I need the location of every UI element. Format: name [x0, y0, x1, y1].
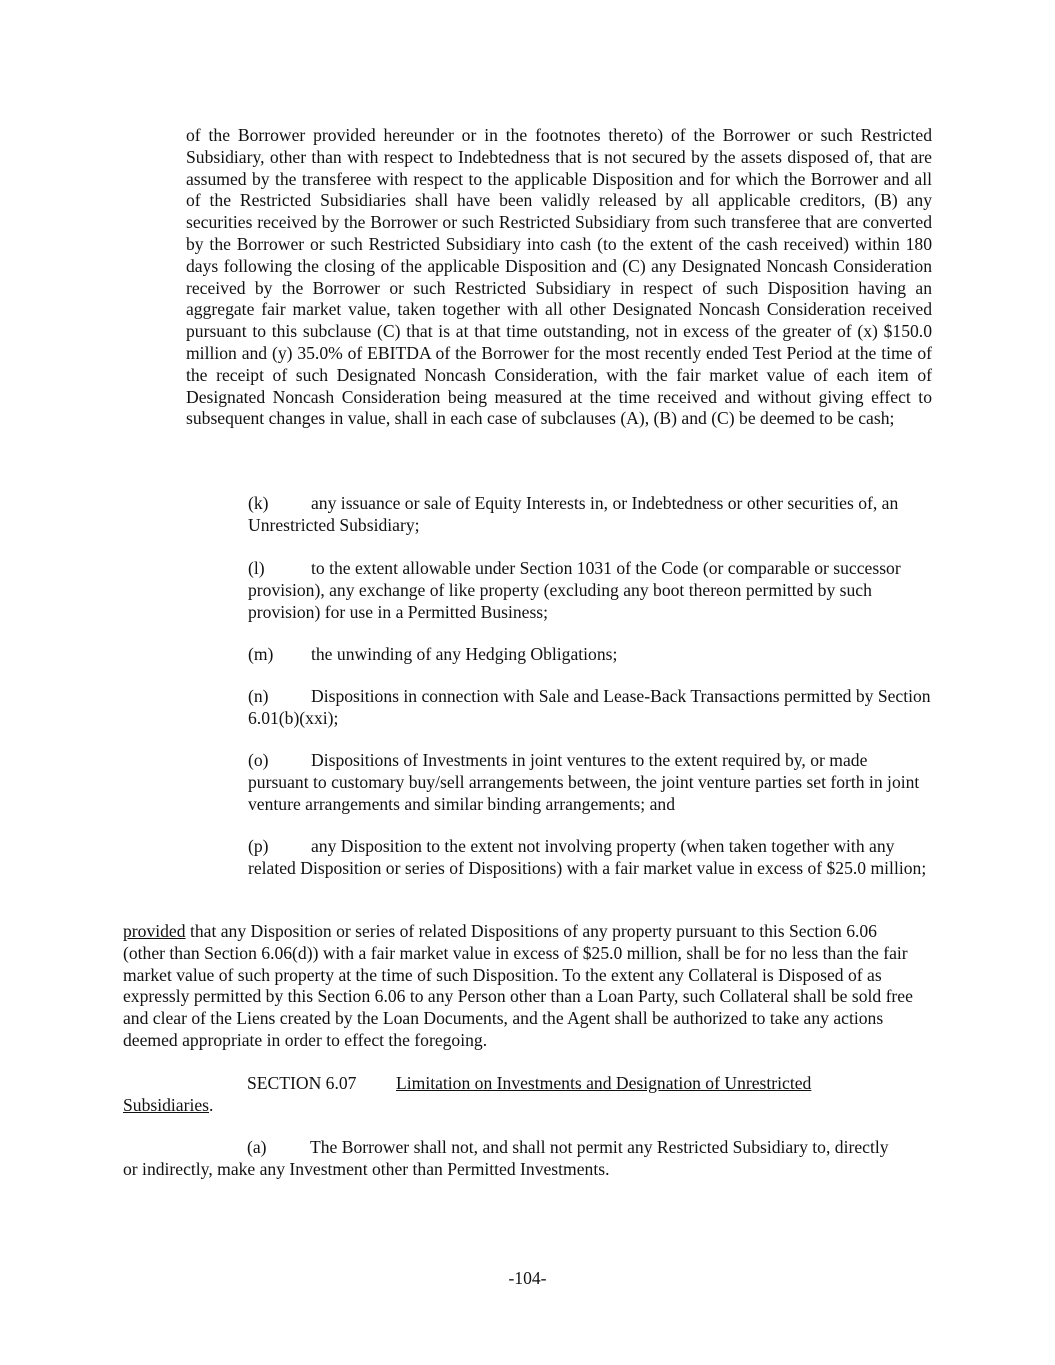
proviso-paragraph	[123, 921, 921, 1052]
section-heading	[123, 1073, 921, 1117]
continuation-paragraph	[186, 125, 932, 430]
continuation-text: of the Borrower provided hereunder or in the footnotes thereto) of the Borrower or such Restricted Subsidiary, other than with respect to Indebtedness that is not secured by the assets disposed of, that are assumed by the transferee with respect to the applicable Disposition and for which the Borrower and all of the Restricted Subsidiaries shall have been validly released by all applicable creditors, (B) any securities received by the Borrower or such Restricted Subsidiary from such transferee that are converted by the Borrower or such Restricted Subsidiary into cash (to the extent of the cash received) within 180 days following the closing of the applicable Disposition and (C) any Designated Noncash Consideration received by the Borrower or such Restricted Subsidiary in respect of such Disposition having an aggregate fair market value, taken together with all other Designated Noncash Consideration received pursuant to this subclause (C) that is at that time outstanding, not in excess of the greater of (x) $150.0 million and (y) 35.0% of EBITDA of the Borrower for the most recently ended Test Period at the time of the receipt of such Designated Noncash Consideration, with the fair market value of each item of Designated Noncash Consideration being measured at the time received and without giving effect to subsequent changes in value, shall in each case of subclauses (A), (B) and (C) be deemed to be cash;	[186, 125, 932, 429]
clause-o	[186, 750, 932, 815]
clause-m-label: (m)	[248, 644, 274, 664]
section-number: SECTION 6.07	[247, 1073, 357, 1093]
clause-p-label: (p)	[248, 836, 269, 856]
clause-l-text: to the extent allowable under Section 1031 of the Code (or comparable or successor provision), any exchange of like property (excluding any boot thereon permitted by such provision) for use in a Permitted Business;	[248, 558, 901, 622]
proviso-text: that any Disposition or series of related Dispositions of any property pursuant to this Section 6.06 (other than Section 6.06(d)) with a fair market value in excess of $25.0 million, shall be for no less than the fair market value of such property at the time of such Disposition. To the extent any Collateral is Disposed of as expressly permitted by this Section 6.06 to any Person other than a Loan Party, such Collateral shall be sold free and clear of the Liens created by the Loan Documents, and the Agent shall be authorized to take any actions deemed appropriate in order to effect the foregoing.	[123, 921, 913, 1050]
proviso-lead: provided	[123, 921, 186, 941]
clause-m-text: the unwinding of any Hedging Obligations;	[311, 644, 618, 664]
clause-p-text: any Disposition to the extent not involving property (when taken together with any related Disposition or series of Dispositions) with a fair market value in excess of $25.0 million;	[248, 836, 927, 878]
clause-k-text: any issuance or sale of Equity Interests in, or Indebtedness or other securities of, an Unrestricted Subsidiary;	[248, 493, 899, 535]
clause-o-text: Dispositions of Investments in joint ventures to the extent required by, or made pursuant to customary buy/sell arrangements between, the joint venture parties set forth in joint venture arrangements and similar binding arrangements; and	[248, 750, 920, 814]
clause-n	[186, 686, 932, 730]
clause-m	[186, 644, 932, 666]
clause-l-label: (l)	[248, 558, 265, 578]
clause-k-label: (k)	[248, 493, 269, 513]
clause-n-label: (n)	[248, 686, 269, 706]
clause-k	[186, 493, 932, 537]
clause-l	[186, 558, 932, 623]
clause-p	[186, 836, 932, 880]
section-title-end: .	[209, 1094, 214, 1115]
clause-a-label: (a)	[247, 1137, 267, 1157]
clause-a-text: The Borrower shall not, and shall not permit any Restricted Subsidiary to, directly or indirectly, make any Investment other than Permitted Investments.	[123, 1137, 889, 1179]
page-number: -104-	[508, 1268, 547, 1288]
clause-n-text: Dispositions in connection with Sale and Lease-Back Transactions permitted by Section 6.01(b)(xxi);	[248, 686, 931, 728]
clause-a	[123, 1137, 893, 1181]
clause-o-label: (o)	[248, 750, 269, 770]
section-title-line2: Subsidiaries	[123, 1094, 210, 1115]
section-title-line1: Limitation on Investments and Designation of Unrestricted	[396, 1073, 812, 1093]
